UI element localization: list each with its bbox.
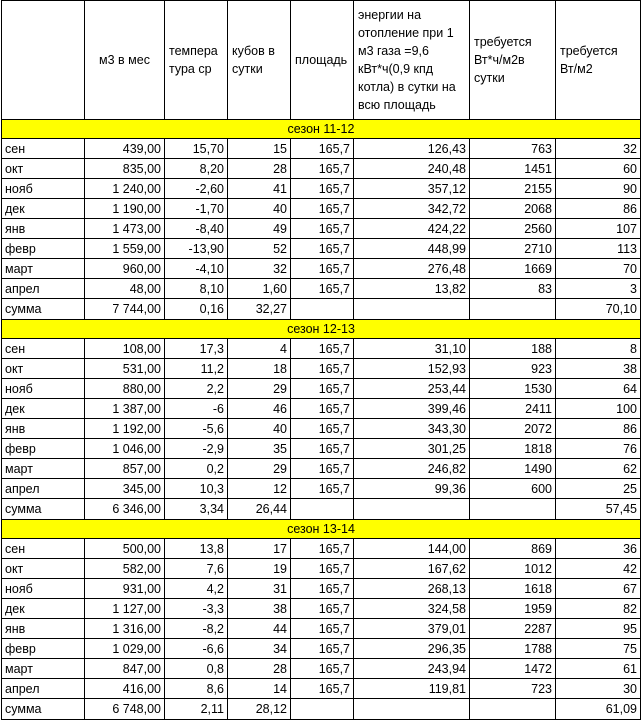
table-row: [2, 339, 641, 359]
w-m2-cell: 64: [556, 379, 641, 399]
temperature-cell: 13,8: [165, 539, 228, 559]
sum-row: [2, 499, 641, 520]
table-row: [2, 179, 641, 199]
area-cell: 165,7: [291, 219, 354, 239]
w-m2-cell: 38: [556, 359, 641, 379]
season-title: сезон 13-14: [2, 520, 641, 539]
wh-m2-day-cell: 923: [470, 359, 556, 379]
sum-m3-day-cell: 28,12: [228, 699, 291, 720]
month-cell: март: [2, 659, 85, 679]
w-m2-cell: 8: [556, 339, 641, 359]
w-m2-cell: 61: [556, 659, 641, 679]
month-cell: март: [2, 259, 85, 279]
m3-day-cell: 49: [228, 219, 291, 239]
m3-day-cell: 40: [228, 419, 291, 439]
wh-m2-day-cell: 83: [470, 279, 556, 299]
energy-cell: 324,58: [354, 599, 470, 619]
table-row: [2, 199, 641, 219]
area-cell: 165,7: [291, 199, 354, 219]
m3-month-cell: 1 387,00: [85, 399, 165, 419]
wh-m2-day-cell: 2710: [470, 239, 556, 259]
area-cell: 165,7: [291, 639, 354, 659]
m3-month-cell: 1 240,00: [85, 179, 165, 199]
season-header-row: [2, 120, 641, 139]
wh-m2-day-cell: 1959: [470, 599, 556, 619]
temperature-cell: -1,70: [165, 199, 228, 219]
m3-month-cell: 1 046,00: [85, 439, 165, 459]
energy-cell: 13,82: [354, 279, 470, 299]
sum-w-m2-cell: 70,10: [556, 299, 641, 320]
table-row: [2, 259, 641, 279]
area-cell: 165,7: [291, 359, 354, 379]
wh-m2-day-cell: 723: [470, 679, 556, 699]
temperature-cell: 2,2: [165, 379, 228, 399]
temperature-cell: 7,6: [165, 559, 228, 579]
table-row: [2, 359, 641, 379]
sum-energy-cell: [354, 699, 470, 720]
area-cell: 165,7: [291, 339, 354, 359]
wh-m2-day-cell: 1618: [470, 579, 556, 599]
month-cell: сен: [2, 539, 85, 559]
w-m2-cell: 95: [556, 619, 641, 639]
temperature-cell: -5,6: [165, 419, 228, 439]
m3-month-cell: 1 190,00: [85, 199, 165, 219]
sum-m3-month-cell: 6 748,00: [85, 699, 165, 720]
m3-day-cell: 18: [228, 359, 291, 379]
w-m2-cell: 32: [556, 139, 641, 159]
sum-m3-month-cell: 7 744,00: [85, 299, 165, 320]
m3-month-cell: 1 559,00: [85, 239, 165, 259]
m3-day-cell: 38: [228, 599, 291, 619]
energy-cell: 342,72: [354, 199, 470, 219]
w-m2-cell: 90: [556, 179, 641, 199]
temperature-cell: 15,70: [165, 139, 228, 159]
season-header-row: [2, 520, 641, 539]
sum-area-cell: [291, 699, 354, 720]
w-m2-cell: 86: [556, 199, 641, 219]
area-cell: 165,7: [291, 539, 354, 559]
m3-month-cell: 1 192,00: [85, 419, 165, 439]
table-body: [2, 120, 641, 720]
m3-month-cell: 531,00: [85, 359, 165, 379]
header-avg-temperature: темпера тура ср: [165, 1, 228, 120]
wh-m2-day-cell: 600: [470, 479, 556, 499]
area-cell: 165,7: [291, 579, 354, 599]
area-cell: 165,7: [291, 679, 354, 699]
m3-month-cell: 857,00: [85, 459, 165, 479]
m3-day-cell: 34: [228, 639, 291, 659]
m3-day-cell: 14: [228, 679, 291, 699]
energy-cell: 424,22: [354, 219, 470, 239]
wh-m2-day-cell: 2068: [470, 199, 556, 219]
table-row: [2, 539, 641, 559]
temperature-cell: 8,20: [165, 159, 228, 179]
m3-day-cell: 17: [228, 539, 291, 559]
m3-day-cell: 29: [228, 379, 291, 399]
area-cell: 165,7: [291, 619, 354, 639]
sum-w-m2-cell: 57,45: [556, 499, 641, 520]
wh-m2-day-cell: 1490: [470, 459, 556, 479]
sum-label: сумма: [2, 299, 85, 320]
sum-energy-cell: [354, 499, 470, 520]
area-cell: 165,7: [291, 259, 354, 279]
wh-m2-day-cell: 1012: [470, 559, 556, 579]
energy-cell: 119,81: [354, 679, 470, 699]
table-row: [2, 159, 641, 179]
month-cell: март: [2, 459, 85, 479]
temperature-cell: -2,60: [165, 179, 228, 199]
wh-m2-day-cell: 1451: [470, 159, 556, 179]
wh-m2-day-cell: 1669: [470, 259, 556, 279]
w-m2-cell: 30: [556, 679, 641, 699]
m3-month-cell: 880,00: [85, 379, 165, 399]
area-cell: 165,7: [291, 659, 354, 679]
wh-m2-day-cell: 1472: [470, 659, 556, 679]
temperature-cell: 10,3: [165, 479, 228, 499]
m3-month-cell: 1 473,00: [85, 219, 165, 239]
area-cell: 165,7: [291, 399, 354, 419]
table-row: [2, 659, 641, 679]
area-cell: 165,7: [291, 379, 354, 399]
table-row: [2, 599, 641, 619]
m3-month-cell: 108,00: [85, 339, 165, 359]
sum-w-m2-cell: 61,09: [556, 699, 641, 720]
energy-cell: 343,30: [354, 419, 470, 439]
w-m2-cell: 42: [556, 559, 641, 579]
w-m2-cell: 107: [556, 219, 641, 239]
temperature-cell: -8,2: [165, 619, 228, 639]
area-cell: 165,7: [291, 599, 354, 619]
header-row: [2, 1, 641, 120]
area-cell: 165,7: [291, 459, 354, 479]
sum-m3-day-cell: 26,44: [228, 499, 291, 520]
temperature-cell: 11,2: [165, 359, 228, 379]
season-header-row: [2, 320, 641, 339]
month-cell: сен: [2, 139, 85, 159]
gas-consumption-table: [1, 0, 641, 720]
area-cell: 165,7: [291, 479, 354, 499]
energy-cell: 99,36: [354, 479, 470, 499]
table-row: [2, 439, 641, 459]
area-cell: 165,7: [291, 419, 354, 439]
month-cell: февр: [2, 639, 85, 659]
temperature-cell: 8,10: [165, 279, 228, 299]
table-row: [2, 279, 641, 299]
temperature-cell: 0,8: [165, 659, 228, 679]
area-cell: 165,7: [291, 239, 354, 259]
w-m2-cell: 67: [556, 579, 641, 599]
month-cell: сен: [2, 339, 85, 359]
wh-m2-day-cell: 2560: [470, 219, 556, 239]
m3-day-cell: 32: [228, 259, 291, 279]
wh-m2-day-cell: 869: [470, 539, 556, 559]
m3-day-cell: 19: [228, 559, 291, 579]
area-cell: 165,7: [291, 179, 354, 199]
month-cell: февр: [2, 439, 85, 459]
month-cell: янв: [2, 219, 85, 239]
sum-m3-month-cell: 6 346,00: [85, 499, 165, 520]
w-m2-cell: 86: [556, 419, 641, 439]
month-cell: дек: [2, 399, 85, 419]
sum-label: сумма: [2, 699, 85, 720]
temperature-cell: -3,3: [165, 599, 228, 619]
m3-month-cell: 48,00: [85, 279, 165, 299]
area-cell: 165,7: [291, 139, 354, 159]
month-cell: нояб: [2, 179, 85, 199]
table-row: [2, 139, 641, 159]
m3-month-cell: 847,00: [85, 659, 165, 679]
header-wh-per-m2-day: требуется Вт*ч/м2в сутки: [470, 1, 556, 120]
m3-month-cell: 1 029,00: [85, 639, 165, 659]
m3-day-cell: 46: [228, 399, 291, 419]
energy-cell: 357,12: [354, 179, 470, 199]
month-cell: окт: [2, 159, 85, 179]
month-cell: февр: [2, 239, 85, 259]
month-cell: нояб: [2, 379, 85, 399]
m3-day-cell: 41: [228, 179, 291, 199]
month-cell: апрел: [2, 679, 85, 699]
m3-month-cell: 439,00: [85, 139, 165, 159]
table-row: [2, 239, 641, 259]
temperature-cell: -4,10: [165, 259, 228, 279]
temperature-cell: -2,9: [165, 439, 228, 459]
table-row: [2, 399, 641, 419]
sum-wh-m2-day-cell: [470, 699, 556, 720]
sum-m3-day-cell: 32,27: [228, 299, 291, 320]
sum-temperature-cell: 0,16: [165, 299, 228, 320]
table-row: [2, 459, 641, 479]
energy-cell: 144,00: [354, 539, 470, 559]
wh-m2-day-cell: 763: [470, 139, 556, 159]
header-w-per-m2: требуется Вт/м2: [556, 1, 641, 120]
wh-m2-day-cell: 1818: [470, 439, 556, 459]
sum-wh-m2-day-cell: [470, 299, 556, 320]
month-cell: янв: [2, 419, 85, 439]
temperature-cell: 8,6: [165, 679, 228, 699]
energy-cell: 268,13: [354, 579, 470, 599]
energy-cell: 379,01: [354, 619, 470, 639]
temperature-cell: -13,90: [165, 239, 228, 259]
energy-cell: 152,93: [354, 359, 470, 379]
m3-day-cell: 52: [228, 239, 291, 259]
table-row: [2, 419, 641, 439]
energy-cell: 296,35: [354, 639, 470, 659]
m3-day-cell: 4: [228, 339, 291, 359]
w-m2-cell: 113: [556, 239, 641, 259]
table-row: [2, 619, 641, 639]
m3-day-cell: 28: [228, 159, 291, 179]
temperature-cell: -6: [165, 399, 228, 419]
m3-day-cell: 28: [228, 659, 291, 679]
month-cell: дек: [2, 599, 85, 619]
header-m3-per-month: м3 в мес: [85, 1, 165, 120]
energy-cell: 126,43: [354, 139, 470, 159]
sum-row: [2, 699, 641, 720]
temperature-cell: 4,2: [165, 579, 228, 599]
w-m2-cell: 82: [556, 599, 641, 619]
w-m2-cell: 70: [556, 259, 641, 279]
sum-energy-cell: [354, 299, 470, 320]
m3-month-cell: 1 127,00: [85, 599, 165, 619]
temperature-cell: -8,40: [165, 219, 228, 239]
temperature-cell: 17,3: [165, 339, 228, 359]
table-row: [2, 579, 641, 599]
month-cell: янв: [2, 619, 85, 639]
sum-temperature-cell: 2,11: [165, 699, 228, 720]
table-row: [2, 679, 641, 699]
m3-day-cell: 40: [228, 199, 291, 219]
sum-label: сумма: [2, 499, 85, 520]
month-cell: апрел: [2, 279, 85, 299]
wh-m2-day-cell: 2072: [470, 419, 556, 439]
area-cell: 165,7: [291, 279, 354, 299]
w-m2-cell: 62: [556, 459, 641, 479]
m3-day-cell: 31: [228, 579, 291, 599]
m3-month-cell: 931,00: [85, 579, 165, 599]
energy-cell: 31,10: [354, 339, 470, 359]
w-m2-cell: 100: [556, 399, 641, 419]
m3-month-cell: 582,00: [85, 559, 165, 579]
m3-day-cell: 35: [228, 439, 291, 459]
header-area: площадь: [291, 1, 354, 120]
energy-cell: 253,44: [354, 379, 470, 399]
m3-month-cell: 345,00: [85, 479, 165, 499]
area-cell: 165,7: [291, 159, 354, 179]
temperature-cell: -6,6: [165, 639, 228, 659]
energy-cell: 167,62: [354, 559, 470, 579]
season-title: сезон 12-13: [2, 320, 641, 339]
energy-cell: 301,25: [354, 439, 470, 459]
month-cell: дек: [2, 199, 85, 219]
m3-month-cell: 500,00: [85, 539, 165, 559]
w-m2-cell: 75: [556, 639, 641, 659]
header-m3-per-day: кубов в сутки: [228, 1, 291, 120]
m3-month-cell: 835,00: [85, 159, 165, 179]
w-m2-cell: 3: [556, 279, 641, 299]
w-m2-cell: 36: [556, 539, 641, 559]
table-row: [2, 479, 641, 499]
month-cell: окт: [2, 359, 85, 379]
wh-m2-day-cell: 2287: [470, 619, 556, 639]
area-cell: 165,7: [291, 559, 354, 579]
wh-m2-day-cell: 2155: [470, 179, 556, 199]
sum-row: [2, 299, 641, 320]
header-month: [2, 1, 85, 120]
m3-month-cell: 960,00: [85, 259, 165, 279]
m3-month-cell: 416,00: [85, 679, 165, 699]
m3-day-cell: 12: [228, 479, 291, 499]
wh-m2-day-cell: 188: [470, 339, 556, 359]
w-m2-cell: 60: [556, 159, 641, 179]
season-title: сезон 11-12: [2, 120, 641, 139]
energy-cell: 399,46: [354, 399, 470, 419]
energy-cell: 448,99: [354, 239, 470, 259]
energy-cell: 240,48: [354, 159, 470, 179]
month-cell: окт: [2, 559, 85, 579]
month-cell: апрел: [2, 479, 85, 499]
sum-area-cell: [291, 299, 354, 320]
wh-m2-day-cell: 1788: [470, 639, 556, 659]
energy-cell: 243,94: [354, 659, 470, 679]
header-heating-energy: энергии на отопление при 1 м3 газа =9,6 кВт*ч(0,9 кпд котла) в сутки на всю площадь: [354, 1, 470, 120]
wh-m2-day-cell: 2411: [470, 399, 556, 419]
area-cell: 165,7: [291, 439, 354, 459]
m3-day-cell: 29: [228, 459, 291, 479]
w-m2-cell: 25: [556, 479, 641, 499]
month-cell: нояб: [2, 579, 85, 599]
energy-cell: 246,82: [354, 459, 470, 479]
sum-temperature-cell: 3,34: [165, 499, 228, 520]
m3-day-cell: 44: [228, 619, 291, 639]
sum-area-cell: [291, 499, 354, 520]
temperature-cell: 0,2: [165, 459, 228, 479]
table-row: [2, 639, 641, 659]
wh-m2-day-cell: 1530: [470, 379, 556, 399]
m3-month-cell: 1 316,00: [85, 619, 165, 639]
sum-wh-m2-day-cell: [470, 499, 556, 520]
m3-day-cell: 1,60: [228, 279, 291, 299]
table-row: [2, 219, 641, 239]
table-row: [2, 559, 641, 579]
table-row: [2, 379, 641, 399]
energy-cell: 276,48: [354, 259, 470, 279]
w-m2-cell: 76: [556, 439, 641, 459]
m3-day-cell: 15: [228, 139, 291, 159]
